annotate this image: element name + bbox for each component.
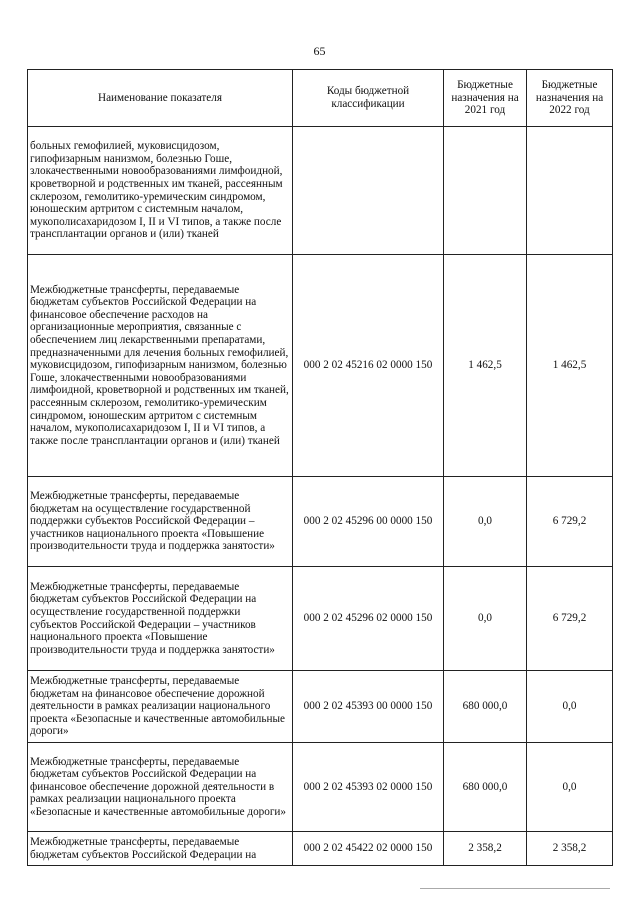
table-row [28, 671, 613, 743]
footer-divider [420, 888, 610, 889]
row-code: 000 2 02 45422 02 0000 150 [293, 832, 444, 866]
row-value-2022: 1 462,5 [527, 255, 613, 477]
header-name: Наименование показателя [28, 70, 293, 127]
row-value-2022: 0,0 [527, 671, 613, 743]
page-number: 65 [313, 44, 326, 58]
row-code: 000 2 02 45393 00 0000 150 [293, 671, 444, 743]
row-value-2022: 6 729,2 [527, 477, 613, 567]
table-row [28, 127, 613, 255]
table-row [28, 832, 613, 866]
row-name: Межбюджетные трансферты, передаваемые бюджетам субъектов Российской Федерации на финансовое обеспечение дорожной деятельности в рамках реализации национального проекта «Безопасные и качественные автомобильные дороги» [28, 743, 293, 832]
row-code: 000 2 02 45216 02 0000 150 [293, 255, 444, 477]
row-name: Межбюджетные трансферты, передаваемые бюджетам на финансовое обеспечение дорожной деятельности в рамках реализации национального проекта «Безопасные и качественные автомобильные дороги» [28, 671, 293, 743]
row-name: Межбюджетные трансферты, передаваемые бюджетам субъектов Российской Федерации на осуществление государственной поддержки субъектов Российской Федерации – участников национального проекта «Повышение производительности труда и поддержка занятости» [28, 567, 293, 671]
row-name: больных гемофилией, муковисцидозом, гипофизарным нанизмом, болезнью Гоше, злокачественными новообразованиями лимфоидной, кроветворной и родственных им тканей, рассеянным склерозом, гемолитико-уремическим синдромом, юношеским артритом с системным началом, мукополисахаридозом I, II и VI типов, а также после трансплантации органов и (или) тканей [28, 127, 293, 255]
row-value-2021: 680 000,0 [444, 671, 527, 743]
row-value-2021 [444, 127, 527, 255]
table-row [28, 743, 613, 832]
row-value-2022: 2 358,2 [527, 832, 613, 866]
table-header-row [28, 70, 613, 127]
row-code: 000 2 02 45393 02 0000 150 [293, 743, 444, 832]
row-name: Межбюджетные трансферты, передаваемые бюджетам субъектов Российской Федерации на [28, 832, 293, 866]
row-value-2021: 1 462,5 [444, 255, 527, 477]
table-row [28, 477, 613, 567]
header-code: Коды бюджетной классификации [293, 70, 444, 127]
table-row [28, 255, 613, 477]
row-name: Межбюджетные трансферты, передаваемые бюджетам субъектов Российской Федерации на финансовое обеспечение расходов на организационные мероприятия, связанные с обеспечением лиц лекарственными препаратами, предназначенными для лечения больных гемофилией, муковисцидозом, гипофизарным нанизмом, болезнью Гоше, злокачественными новообразованиями лимфоидной, кроветворной и родственных им тканей, рассеянным склерозом, гемолитико-уремическим синдромом, юношеским артритом с системным началом, мукополисахаридозом I, II и VI типов, а также после трансплантации органов и (или) тканей [28, 255, 293, 477]
row-value-2021: 0,0 [444, 567, 527, 671]
row-value-2021: 0,0 [444, 477, 527, 567]
row-value-2021: 680 000,0 [444, 743, 527, 832]
row-code: 000 2 02 45296 00 0000 150 [293, 477, 444, 567]
row-value-2021: 2 358,2 [444, 832, 527, 866]
row-value-2022: 0,0 [527, 743, 613, 832]
row-value-2022: 6 729,2 [527, 567, 613, 671]
table-row [28, 567, 613, 671]
budget-table [27, 69, 613, 866]
header-2021: Бюджетные назначения на 2021 год [444, 70, 527, 127]
row-value-2022 [527, 127, 613, 255]
header-2022: Бюджетные назначения на 2022 год [527, 70, 613, 127]
row-code: 000 2 02 45296 02 0000 150 [293, 567, 444, 671]
row-name: Межбюджетные трансферты, передаваемые бюджетам на осуществление государственной поддержки субъектов Российской Федерации – участников национального проекта «Повышение производительности труда и поддержка занятости» [28, 477, 293, 567]
row-code [293, 127, 444, 255]
